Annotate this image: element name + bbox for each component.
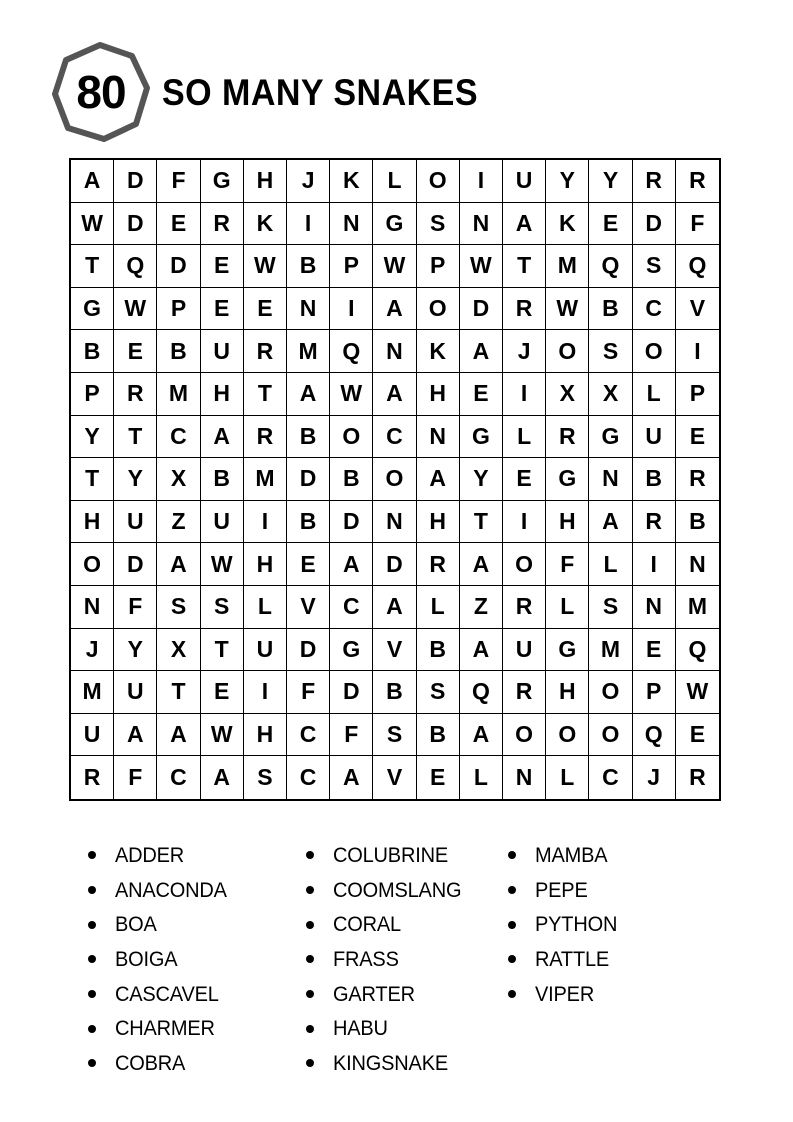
grid-cell[interactable]: F xyxy=(676,203,719,246)
grid-cell[interactable]: U xyxy=(244,629,287,672)
grid-cell[interactable]: K xyxy=(330,160,373,203)
grid-cell[interactable]: R xyxy=(201,203,244,246)
grid-cell[interactable]: N xyxy=(71,586,114,629)
grid-cell[interactable]: B xyxy=(417,714,460,757)
grid-cell[interactable]: R xyxy=(676,458,719,501)
grid-cell[interactable]: R xyxy=(633,160,676,203)
grid-cell[interactable]: K xyxy=(417,330,460,373)
grid-cell[interactable]: C xyxy=(287,756,330,799)
word-search-grid xyxy=(69,158,721,801)
grid-cell[interactable]: B xyxy=(676,501,719,544)
grid-cell[interactable]: M xyxy=(157,373,200,416)
grid-cell[interactable]: C xyxy=(287,714,330,757)
word-label: VIPER xyxy=(535,981,595,1006)
grid-cell[interactable]: U xyxy=(114,671,157,714)
word-label: COLUBRINE xyxy=(333,842,449,867)
grid-cell[interactable]: S xyxy=(633,245,676,288)
grid-cell[interactable]: A xyxy=(417,458,460,501)
grid-cell[interactable]: O xyxy=(417,160,460,203)
grid-cell[interactable]: H xyxy=(71,501,114,544)
grid-cell[interactable]: A xyxy=(330,543,373,586)
grid-cell[interactable]: A xyxy=(503,203,546,246)
grid-cell[interactable]: M xyxy=(71,671,114,714)
grid-cell[interactable]: I xyxy=(287,203,330,246)
word-label: HABU xyxy=(333,1016,388,1041)
grid-cell[interactable]: O xyxy=(503,543,546,586)
grid-cell[interactable]: Q xyxy=(460,671,503,714)
grid-cell[interactable]: U xyxy=(71,714,114,757)
word-list-item xyxy=(508,942,623,977)
word-list-column-1 xyxy=(88,838,235,1081)
word-label: FRASS xyxy=(333,946,399,971)
grid-cell[interactable]: O xyxy=(373,458,416,501)
bullet-icon xyxy=(306,851,314,859)
word-list-item xyxy=(306,942,471,977)
grid-cell[interactable]: A xyxy=(71,160,114,203)
grid-cell[interactable]: F xyxy=(114,586,157,629)
bullet-icon xyxy=(306,1059,314,1067)
grid-cell[interactable]: F xyxy=(330,714,373,757)
word-list-item xyxy=(508,907,623,942)
grid-cell[interactable]: G xyxy=(71,288,114,331)
grid-cell[interactable]: E xyxy=(157,203,200,246)
word-list-item xyxy=(88,942,235,977)
bullet-icon xyxy=(508,921,516,929)
word-list-item xyxy=(306,907,471,942)
grid-cell[interactable]: G xyxy=(546,629,589,672)
word-list-item xyxy=(508,977,623,1012)
word-label: PYTHON xyxy=(535,912,618,937)
word-list-item xyxy=(508,873,623,908)
grid-cell[interactable]: E xyxy=(201,671,244,714)
grid-cell[interactable]: M xyxy=(287,330,330,373)
grid-cell[interactable]: X xyxy=(157,629,200,672)
grid-cell[interactable]: F xyxy=(546,543,589,586)
grid-cell[interactable]: Q xyxy=(589,245,632,288)
grid-cell[interactable]: F xyxy=(114,756,157,799)
grid-cell[interactable]: I xyxy=(460,160,503,203)
grid-cell[interactable]: E xyxy=(287,543,330,586)
word-label: CASCAVEL xyxy=(115,981,219,1006)
word-label: COBRA xyxy=(115,1050,186,1075)
word-label: BOIGA xyxy=(115,946,178,971)
grid-cell[interactable]: N xyxy=(633,586,676,629)
grid-cell[interactable]: E xyxy=(201,245,244,288)
bullet-icon xyxy=(88,1059,96,1067)
puzzle-number: 80 xyxy=(76,66,126,118)
bullet-icon xyxy=(88,1025,96,1033)
word-label: GARTER xyxy=(333,981,415,1006)
bullet-icon xyxy=(88,990,96,998)
bullet-icon xyxy=(306,1025,314,1033)
word-label: BOA xyxy=(115,912,157,937)
grid-cell[interactable]: A xyxy=(114,714,157,757)
grid-cell[interactable]: C xyxy=(157,416,200,459)
grid-cell[interactable]: A xyxy=(201,416,244,459)
word-list-item xyxy=(88,1011,235,1046)
grid-cell[interactable]: Q xyxy=(114,245,157,288)
grid-cell[interactable]: W xyxy=(460,245,503,288)
grid-cell[interactable]: K xyxy=(244,203,287,246)
word-list-item xyxy=(306,838,471,873)
grid-cell[interactable]: I xyxy=(503,373,546,416)
grid-cell[interactable]: W xyxy=(201,543,244,586)
grid-cell[interactable]: J xyxy=(503,330,546,373)
grid-cell[interactable]: W xyxy=(373,245,416,288)
grid-cell[interactable]: S xyxy=(417,671,460,714)
grid-cell[interactable]: D xyxy=(373,543,416,586)
grid-cell[interactable]: F xyxy=(287,671,330,714)
word-list-item xyxy=(508,838,623,873)
grid-cell[interactable]: D xyxy=(114,160,157,203)
grid-cell[interactable]: Z xyxy=(157,501,200,544)
grid-cell[interactable]: E xyxy=(460,373,503,416)
grid-cell[interactable]: L xyxy=(460,756,503,799)
grid-cell[interactable]: Y xyxy=(589,160,632,203)
grid-cell[interactable]: W xyxy=(114,288,157,331)
grid-cell[interactable]: E xyxy=(503,458,546,501)
grid-cell[interactable]: B xyxy=(633,458,676,501)
word-label: ADDER xyxy=(115,842,185,867)
grid-cell[interactable]: A xyxy=(373,288,416,331)
word-list-item xyxy=(306,1011,471,1046)
grid-cell[interactable]: B xyxy=(589,288,632,331)
word-label: PEPE xyxy=(535,877,588,902)
grid-cell[interactable]: W xyxy=(244,245,287,288)
grid-cell[interactable]: P xyxy=(417,245,460,288)
grid-cell[interactable]: A xyxy=(157,714,200,757)
grid-cell[interactable]: W xyxy=(330,373,373,416)
grid-cell[interactable]: N xyxy=(373,330,416,373)
grid-cell[interactable]: B xyxy=(287,245,330,288)
grid-cell[interactable]: Q xyxy=(330,330,373,373)
grid-cell[interactable]: S xyxy=(157,586,200,629)
bullet-icon xyxy=(306,955,314,963)
grid-cell[interactable]: L xyxy=(546,756,589,799)
grid-cell[interactable]: B xyxy=(287,501,330,544)
grid-cell[interactable]: W xyxy=(546,288,589,331)
grid-cell[interactable]: I xyxy=(503,501,546,544)
grid-cell[interactable]: F xyxy=(157,160,200,203)
puzzle-title: SO MANY SNAKES xyxy=(162,72,479,113)
grid-cell[interactable]: J xyxy=(633,756,676,799)
grid-cell[interactable]: I xyxy=(244,501,287,544)
grid-cell[interactable]: P xyxy=(633,671,676,714)
grid-cell[interactable]: R xyxy=(503,586,546,629)
grid-cell[interactable]: R xyxy=(114,373,157,416)
grid-cell[interactable]: G xyxy=(373,203,416,246)
grid-cell[interactable]: Z xyxy=(460,586,503,629)
grid-cell[interactable]: I xyxy=(676,330,719,373)
word-label: KINGSNAKE xyxy=(333,1050,449,1075)
grid-cell[interactable]: L xyxy=(373,160,416,203)
grid-cell[interactable]: T xyxy=(460,501,503,544)
grid-cell[interactable]: S xyxy=(589,330,632,373)
grid-cell[interactable]: A xyxy=(373,586,416,629)
grid-cell[interactable]: A xyxy=(460,330,503,373)
grid-cell[interactable]: L xyxy=(546,586,589,629)
grid-cell[interactable]: T xyxy=(503,245,546,288)
grid-cell[interactable]: U xyxy=(503,629,546,672)
grid-cell[interactable]: A xyxy=(460,543,503,586)
word-label: RATTLE xyxy=(535,946,610,971)
word-list-item xyxy=(306,977,471,1012)
grid-cell[interactable]: L xyxy=(633,373,676,416)
grid-cell[interactable]: L xyxy=(589,543,632,586)
grid-cell[interactable]: L xyxy=(244,586,287,629)
word-label: COOMSLANG xyxy=(333,877,462,902)
grid-cell[interactable]: G xyxy=(589,416,632,459)
grid-cell[interactable]: B xyxy=(157,330,200,373)
grid-cell[interactable]: H xyxy=(244,714,287,757)
grid-cell[interactable]: T xyxy=(157,671,200,714)
grid-cell[interactable]: O xyxy=(633,330,676,373)
grid-cell[interactable]: R xyxy=(546,416,589,459)
word-list xyxy=(88,838,728,1078)
grid-cell[interactable]: O xyxy=(330,416,373,459)
grid-cell[interactable]: A xyxy=(460,714,503,757)
grid-cell[interactable]: T xyxy=(71,458,114,501)
bullet-icon xyxy=(508,886,516,894)
grid-cell[interactable]: I xyxy=(633,543,676,586)
grid-cell[interactable]: X xyxy=(546,373,589,416)
grid-cell[interactable]: P xyxy=(157,288,200,331)
bullet-icon xyxy=(88,955,96,963)
grid-cell[interactable]: W xyxy=(201,714,244,757)
grid-cell[interactable]: B xyxy=(373,671,416,714)
grid-cell[interactable]: R xyxy=(244,330,287,373)
grid-cell[interactable]: A xyxy=(201,756,244,799)
word-label: CORAL xyxy=(333,912,401,937)
grid-cell[interactable]: C xyxy=(589,756,632,799)
grid-cell[interactable]: W xyxy=(676,671,719,714)
grid-cell[interactable]: C xyxy=(157,756,200,799)
word-list-item xyxy=(306,1046,471,1081)
grid-cell[interactable]: B xyxy=(287,416,330,459)
bullet-icon xyxy=(508,990,516,998)
grid-cell[interactable]: O xyxy=(546,330,589,373)
word-list-item xyxy=(88,907,235,942)
grid-cell[interactable]: M xyxy=(589,629,632,672)
grid-cell[interactable]: S xyxy=(373,714,416,757)
grid-cell[interactable]: V xyxy=(676,288,719,331)
grid-cell[interactable]: B xyxy=(201,458,244,501)
grid-cell[interactable]: D xyxy=(114,543,157,586)
grid-cell[interactable]: H xyxy=(546,671,589,714)
grid-cell[interactable]: A xyxy=(330,756,373,799)
grid-cell[interactable]: A xyxy=(589,501,632,544)
bullet-icon xyxy=(306,990,314,998)
bullet-icon xyxy=(508,955,516,963)
word-list-item xyxy=(88,873,235,908)
grid-cell[interactable]: E xyxy=(417,756,460,799)
word-list-column-2 xyxy=(306,838,471,1081)
grid-cell[interactable]: S xyxy=(244,756,287,799)
word-list-item xyxy=(88,977,235,1012)
grid-cell[interactable]: Y xyxy=(546,160,589,203)
grid-cell[interactable]: T xyxy=(114,416,157,459)
grid-cell[interactable]: H xyxy=(244,160,287,203)
grid-cell[interactable]: D xyxy=(287,458,330,501)
grid-cell[interactable]: H xyxy=(244,543,287,586)
grid-cell[interactable]: C xyxy=(633,288,676,331)
grid-cell[interactable]: U xyxy=(201,501,244,544)
grid-cell[interactable]: V xyxy=(373,629,416,672)
grid-cell[interactable]: O xyxy=(546,714,589,757)
grid-cell[interactable]: W xyxy=(71,203,114,246)
grid-cell[interactable]: S xyxy=(201,586,244,629)
grid-cell[interactable]: E xyxy=(676,714,719,757)
grid-cell[interactable]: O xyxy=(503,714,546,757)
grid-cell[interactable]: O xyxy=(71,543,114,586)
grid-cell[interactable]: P xyxy=(676,373,719,416)
grid-cell[interactable]: N xyxy=(503,756,546,799)
grid-cell[interactable]: O xyxy=(589,714,632,757)
grid-cell[interactable]: N xyxy=(676,543,719,586)
word-list-item xyxy=(88,1046,235,1081)
grid-cell[interactable]: G xyxy=(460,416,503,459)
grid-cell[interactable]: T xyxy=(71,245,114,288)
grid-cell[interactable]: S xyxy=(589,586,632,629)
word-list-column-3 xyxy=(508,838,623,1011)
grid-cell[interactable]: E xyxy=(114,330,157,373)
bullet-icon xyxy=(88,886,96,894)
word-label: ANACONDA xyxy=(115,877,227,902)
grid-cell[interactable]: H xyxy=(417,373,460,416)
grid-cell[interactable]: R xyxy=(689,764,706,791)
grid-cell[interactable]: M xyxy=(244,458,287,501)
grid-cell[interactable]: H xyxy=(417,501,460,544)
grid-cell[interactable]: D xyxy=(330,671,373,714)
grid-cell[interactable]: X xyxy=(589,373,632,416)
grid-cell[interactable]: U xyxy=(633,416,676,459)
grid-cell[interactable]: Y xyxy=(114,629,157,672)
grid-cell[interactable]: B xyxy=(330,458,373,501)
grid-cell[interactable]: U xyxy=(503,160,546,203)
grid-cell[interactable]: R xyxy=(244,416,287,459)
grid-cell[interactable]: X xyxy=(157,458,200,501)
grid-cell[interactable]: D xyxy=(460,288,503,331)
grid-cell[interactable]: E xyxy=(589,203,632,246)
grid-cell[interactable]: D xyxy=(633,203,676,246)
grid-cell[interactable]: G xyxy=(330,629,373,672)
grid-cell[interactable]: P xyxy=(71,373,114,416)
grid-cell[interactable]: J xyxy=(287,160,330,203)
grid-cell[interactable]: R xyxy=(503,671,546,714)
grid-cell[interactable]: N xyxy=(373,501,416,544)
word-label: CHARMER xyxy=(115,1016,215,1041)
word-list-item xyxy=(88,838,235,873)
grid-cell[interactable]: T xyxy=(244,373,287,416)
grid-cell[interactable]: A xyxy=(460,629,503,672)
grid-cell[interactable]: A xyxy=(157,543,200,586)
grid-cell[interactable]: Y xyxy=(460,458,503,501)
grid-cell[interactable]: N xyxy=(417,416,460,459)
grid-cell[interactable]: J xyxy=(71,629,114,672)
grid-cell[interactable]: V xyxy=(373,756,416,799)
grid-cell[interactable]: G xyxy=(201,160,244,203)
grid-cell[interactable]: B xyxy=(71,330,114,373)
grid-cell[interactable]: L xyxy=(417,586,460,629)
grid-cell[interactable]: K xyxy=(546,203,589,246)
grid-cell[interactable]: B xyxy=(417,629,460,672)
grid-cell[interactable]: R xyxy=(676,160,719,203)
grid-cell[interactable]: Q xyxy=(676,629,719,672)
grid-cell[interactable]: S xyxy=(417,203,460,246)
grid-cell[interactable]: Y xyxy=(114,458,157,501)
grid-cell[interactable]: Q xyxy=(633,714,676,757)
grid-cell[interactable]: R xyxy=(633,501,676,544)
bullet-icon xyxy=(88,851,96,859)
grid-cell[interactable]: D xyxy=(114,203,157,246)
bullet-icon xyxy=(306,921,314,929)
grid-cell[interactable]: N xyxy=(330,203,373,246)
puzzle-number-badge xyxy=(52,42,150,142)
grid-cell[interactable]: E xyxy=(244,288,287,331)
grid-cell[interactable]: N xyxy=(589,458,632,501)
grid-cell[interactable]: Y xyxy=(71,416,114,459)
grid-cell[interactable]: R xyxy=(417,543,460,586)
grid-cell[interactable]: E xyxy=(676,416,719,459)
grid-cell[interactable]: D xyxy=(157,245,200,288)
grid-cell[interactable]: O xyxy=(417,288,460,331)
grid-cell[interactable]: G xyxy=(546,458,589,501)
grid-cell[interactable]: H xyxy=(201,373,244,416)
grid-cell[interactable]: I xyxy=(244,671,287,714)
word-label: MAMBA xyxy=(535,842,608,867)
grid-cell[interactable]: C xyxy=(330,586,373,629)
grid-cell[interactable]: O xyxy=(589,671,632,714)
grid-cell[interactable]: L xyxy=(503,416,546,459)
grid-cell[interactable]: A xyxy=(287,373,330,416)
grid-cell[interactable]: T xyxy=(201,629,244,672)
grid-cell[interactable]: D xyxy=(330,501,373,544)
grid-cell[interactable]: E xyxy=(633,629,676,672)
grid-cell[interactable]: R xyxy=(503,288,546,331)
grid-cell[interactable]: U xyxy=(201,330,244,373)
grid-cell[interactable]: V xyxy=(287,586,330,629)
word-list-item xyxy=(306,873,471,908)
grid-cell[interactable]: A xyxy=(373,373,416,416)
grid-cell[interactable]: P xyxy=(330,245,373,288)
bullet-icon xyxy=(306,886,314,894)
grid-cell[interactable]: D xyxy=(287,629,330,672)
bullet-icon xyxy=(508,851,516,859)
bullet-icon xyxy=(88,921,96,929)
grid-cell[interactable]: M xyxy=(546,245,589,288)
grid-cell[interactable]: E xyxy=(201,288,244,331)
grid-cell[interactable]: H xyxy=(546,501,589,544)
grid-cell[interactable]: N xyxy=(287,288,330,331)
grid-cell[interactable]: U xyxy=(114,501,157,544)
grid-cell[interactable]: R xyxy=(71,756,114,799)
grid-cell[interactable]: C xyxy=(373,416,416,459)
grid-cell[interactable]: I xyxy=(330,288,373,331)
grid-cell[interactable]: N xyxy=(460,203,503,246)
grid-cell[interactable]: Q xyxy=(676,245,719,288)
grid-cell[interactable]: M xyxy=(676,586,719,629)
